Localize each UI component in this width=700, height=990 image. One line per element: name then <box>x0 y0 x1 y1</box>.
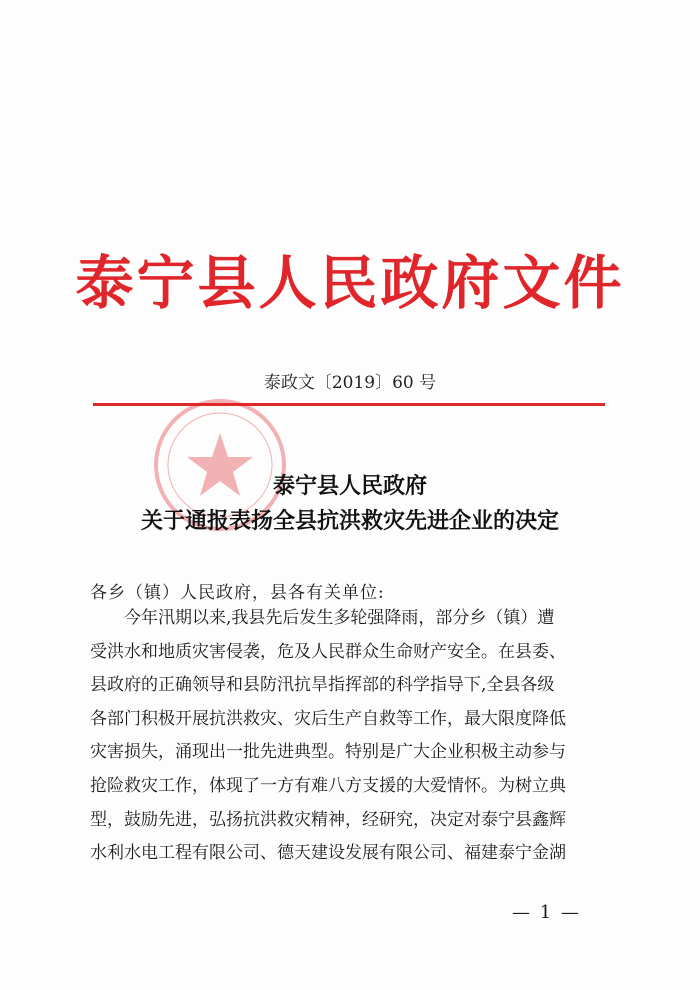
body-paragraph <box>90 602 610 871</box>
document-number: 泰政文〔2019〕60 号 <box>263 373 437 393</box>
body-line: 县政府的正确领导和县防汛抗旱指挥部的科学指导下,全县各级 <box>90 675 555 696</box>
body-line: 抢险救灾工作，体现了一方有难八方支援的大爱情怀。为树立典 <box>90 775 566 796</box>
page-number: — 1 — <box>512 902 581 923</box>
issuer-header-title: 泰宁县人民政府文件 <box>75 249 625 317</box>
document-title-line-1: 泰宁县人民政府 <box>272 473 427 499</box>
salutation: 各乡（镇）人民政府，县各有关单位: <box>90 583 385 603</box>
body-line: 灾害损失，涌现出一批先进典型。特别是广大企业积极主动参与 <box>90 742 566 763</box>
body-line: 各部门积极开展抗洪救灾、灾后生产自救等工作，最大限度降低 <box>90 708 566 729</box>
body-line: 型，鼓励先进，弘扬抗洪救灾精神，经研究，决定对泰宁县鑫辉 <box>90 809 566 830</box>
body-line: 今年汛期以来,我县先后发生多轮强降雨，部分乡（镇）遭 <box>90 608 555 628</box>
body-line: 受洪水和地质灾害侵袭，危及人民群众生命财产安全。在县委、 <box>90 641 566 662</box>
body-line: 水利水电工程有限公司、德天建设发展有限公司、福建泰宁金湖 <box>90 843 566 864</box>
document-title-line-2: 关于通报表扬全县抗洪救灾先进企业的决定 <box>140 508 559 534</box>
